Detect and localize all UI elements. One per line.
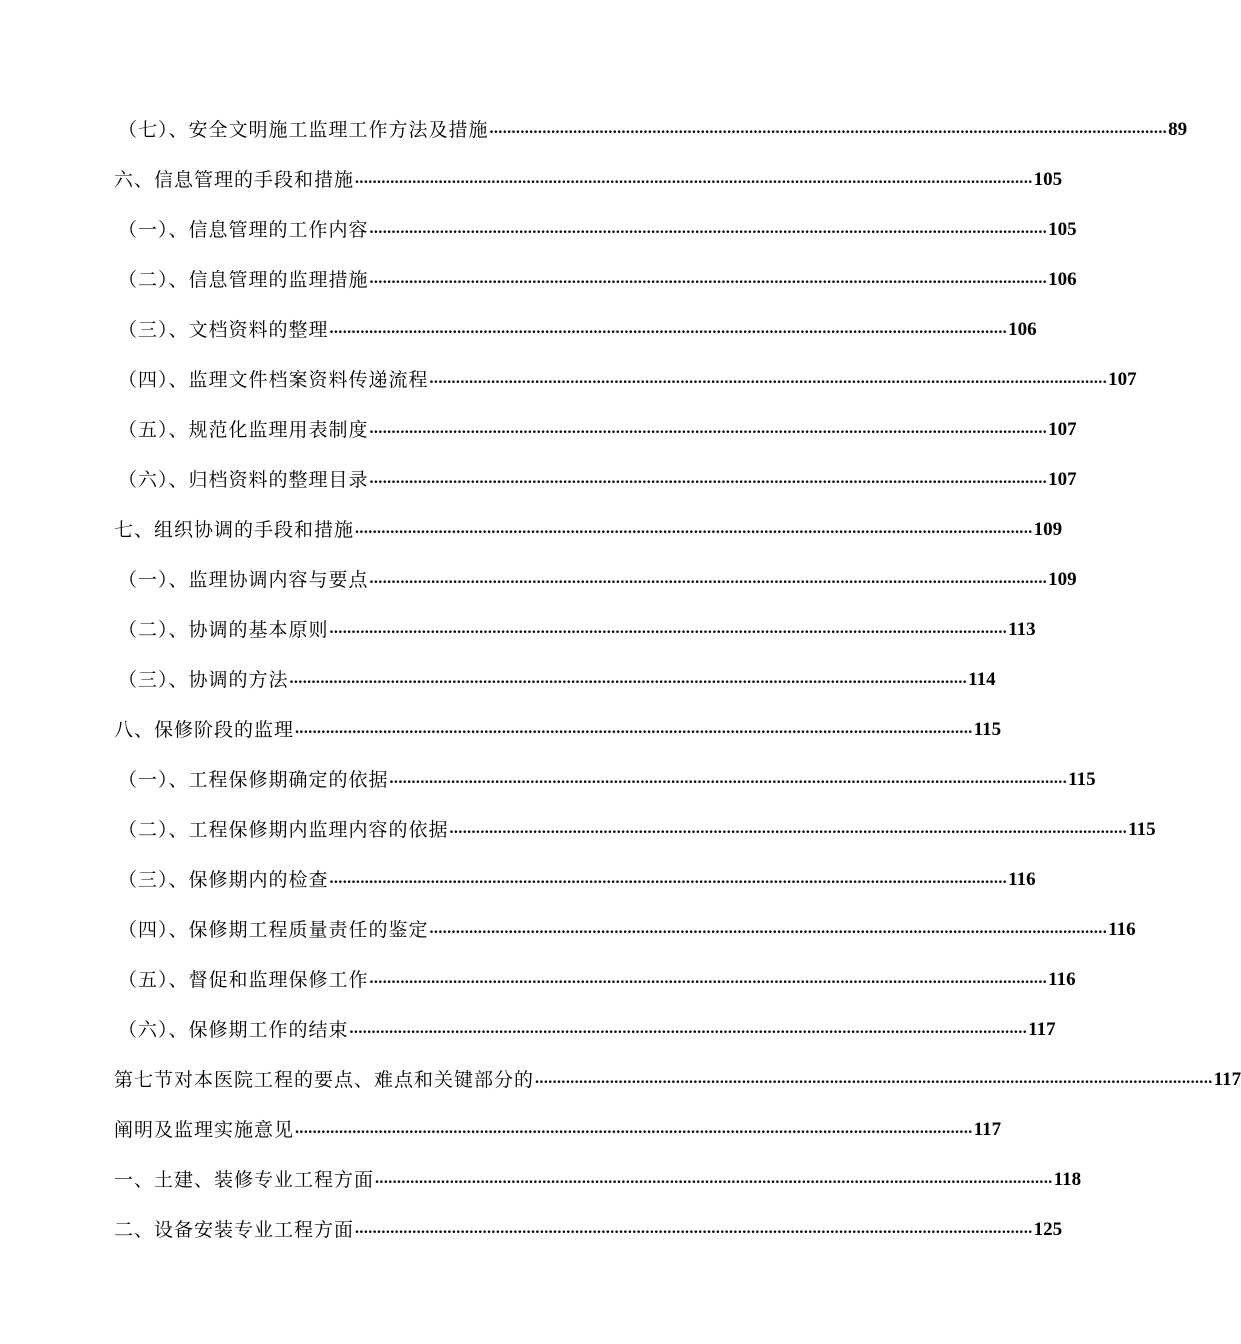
dot-leader: .......................................................................................................................................................... [289, 670, 968, 687]
toc-entry [118, 1012, 1056, 1042]
toc-entry-page: 113 [1008, 619, 1036, 640]
toc-entry [118, 912, 1136, 942]
toc-entry [114, 512, 1063, 542]
toc-entry-page: 107 [1048, 419, 1077, 440]
toc-entry-page: 115 [1128, 819, 1156, 840]
dot-leader: .......................................................................................................................................................... [369, 570, 1048, 587]
toc-entry-title: （三）、协调的方法 [118, 669, 289, 691]
toc-entry-page: 106 [1008, 319, 1037, 340]
dot-leader: .......................................................................................................................................................... [369, 420, 1048, 437]
toc-entry [118, 112, 1188, 142]
toc-entry [118, 612, 1036, 642]
toc-entry-page: 115 [1068, 769, 1096, 790]
toc-entry [114, 1162, 1082, 1192]
toc-entry-title: （七）、安全文明施工监理工作方法及措施 [118, 119, 489, 141]
toc-entry [114, 1112, 1002, 1142]
dot-leader: .......................................................................................................................................................... [349, 1020, 1028, 1037]
dot-leader: .......................................................................................................................................................... [355, 520, 1033, 537]
toc-entry-title: 对本医院工程的要点、难点和关键部分的 [174, 1069, 535, 1091]
toc-entry [114, 1212, 1063, 1242]
dot-leader: .......................................................................................................................................................... [355, 170, 1033, 187]
dot-leader: .......................................................................................................................................................... [389, 770, 1068, 787]
toc-entry [118, 862, 1036, 892]
dot-leader: .......................................................................................................................................................... [295, 720, 973, 737]
toc-entry-page: 116 [1008, 869, 1036, 890]
dot-leader: .......................................................................................................................................................... [369, 470, 1048, 487]
dot-leader: .......................................................................................................................................................... [295, 1120, 973, 1137]
toc-entry-title: 六、信息管理的手段和措施 [114, 169, 355, 191]
toc-entry-page: 116 [1048, 969, 1076, 990]
toc-entry-page: 117 [1028, 1019, 1056, 1040]
toc-entry-section [114, 1062, 1241, 1092]
toc-entry-title: （四）、监理文件档案资料传递流程 [118, 369, 429, 391]
toc-entry [118, 562, 1077, 592]
dot-leader: .......................................................................................................................................................... [355, 1220, 1033, 1237]
toc-entry-page: 106 [1048, 269, 1077, 290]
toc-entry-title: （五）、规范化监理用表制度 [118, 419, 369, 441]
toc-entry [118, 462, 1077, 492]
toc-entry-title: 二、设备安装专业工程方面 [114, 1219, 355, 1241]
toc-entry [118, 812, 1156, 842]
toc-entry-title: （二）、协调的基本原则 [118, 619, 329, 641]
toc-entry-title: （三）、文档资料的整理 [118, 319, 329, 341]
toc-entry [118, 762, 1096, 792]
toc-entry-title: （一）、工程保修期确定的依据 [118, 769, 389, 791]
toc-entry-title: （一）、信息管理的工作内容 [118, 219, 369, 241]
toc-entry-title: （一）、监理协调内容与要点 [118, 569, 369, 591]
toc-entry-title: （二）、工程保修期内监理内容的依据 [118, 819, 449, 841]
toc-entry [118, 412, 1077, 442]
toc-entry-title: 一、土建、装修专业工程方面 [114, 1169, 375, 1191]
toc-entry-page: 109 [1033, 519, 1063, 540]
dot-leader: .......................................................................................................................................................... [369, 220, 1048, 237]
toc-entry-title: 八、保修阶段的监理 [114, 719, 295, 741]
toc-entry-page: 117 [1213, 1069, 1241, 1090]
toc-entry-title: （六）、保修期工作的结束 [118, 1019, 349, 1041]
dot-leader: .......................................................................................................................................................... [489, 120, 1168, 137]
toc-section-number: 第七节 [114, 1069, 175, 1091]
toc-entry-page: 107 [1108, 369, 1137, 390]
toc-entry-page: 125 [1033, 1219, 1063, 1240]
dot-leader: .......................................................................................................................................................... [369, 270, 1048, 287]
toc-entry-page: 105 [1033, 169, 1063, 190]
toc-entry [118, 362, 1137, 392]
toc-entry-page: 105 [1048, 219, 1077, 240]
toc-entry-page: 114 [968, 669, 996, 690]
toc-entry-title: （二）、信息管理的监理措施 [118, 269, 369, 291]
dot-leader: .......................................................................................................................................................... [375, 1170, 1053, 1187]
toc-entry-title: （四）、保修期工程质量责任的鉴定 [118, 919, 429, 941]
toc-entry [114, 712, 1002, 742]
toc-entry [118, 312, 1037, 342]
dot-leader: .......................................................................................................................................................... [535, 1070, 1213, 1087]
toc-entry [118, 662, 996, 692]
toc-entry-page: 109 [1048, 569, 1077, 590]
toc-entry [118, 262, 1077, 292]
toc-entry-page: 89 [1168, 119, 1188, 140]
toc-entry [118, 962, 1076, 992]
dot-leader: .......................................................................................................................................................... [429, 370, 1108, 387]
toc-entry-title: （三）、保修期内的检查 [118, 869, 329, 891]
dot-leader: .......................................................................................................................................................... [329, 870, 1008, 887]
dot-leader: .......................................................................................................................................................... [429, 920, 1108, 937]
toc-entry-page: 107 [1048, 469, 1077, 490]
toc-entry-title: 阐明及监理实施意见 [114, 1119, 295, 1141]
dot-leader: .......................................................................................................................................................... [369, 970, 1048, 987]
toc-entry-page: 115 [973, 719, 1002, 740]
toc-entry-page: 118 [1053, 1169, 1082, 1190]
toc-entry-title: （五）、督促和监理保修工作 [118, 969, 369, 991]
toc-entry [114, 162, 1063, 192]
toc-entry-title: 七、组织协调的手段和措施 [114, 519, 355, 541]
toc-entry-page: 116 [1108, 919, 1136, 940]
toc-entry-title: （六）、归档资料的整理目录 [118, 469, 369, 491]
toc-entry [118, 212, 1077, 242]
dot-leader: .......................................................................................................................................................... [449, 820, 1128, 837]
dot-leader: .......................................................................................................................................................... [329, 620, 1008, 637]
dot-leader: .......................................................................................................................................................... [329, 320, 1008, 337]
toc-entry-page: 117 [973, 1119, 1002, 1140]
